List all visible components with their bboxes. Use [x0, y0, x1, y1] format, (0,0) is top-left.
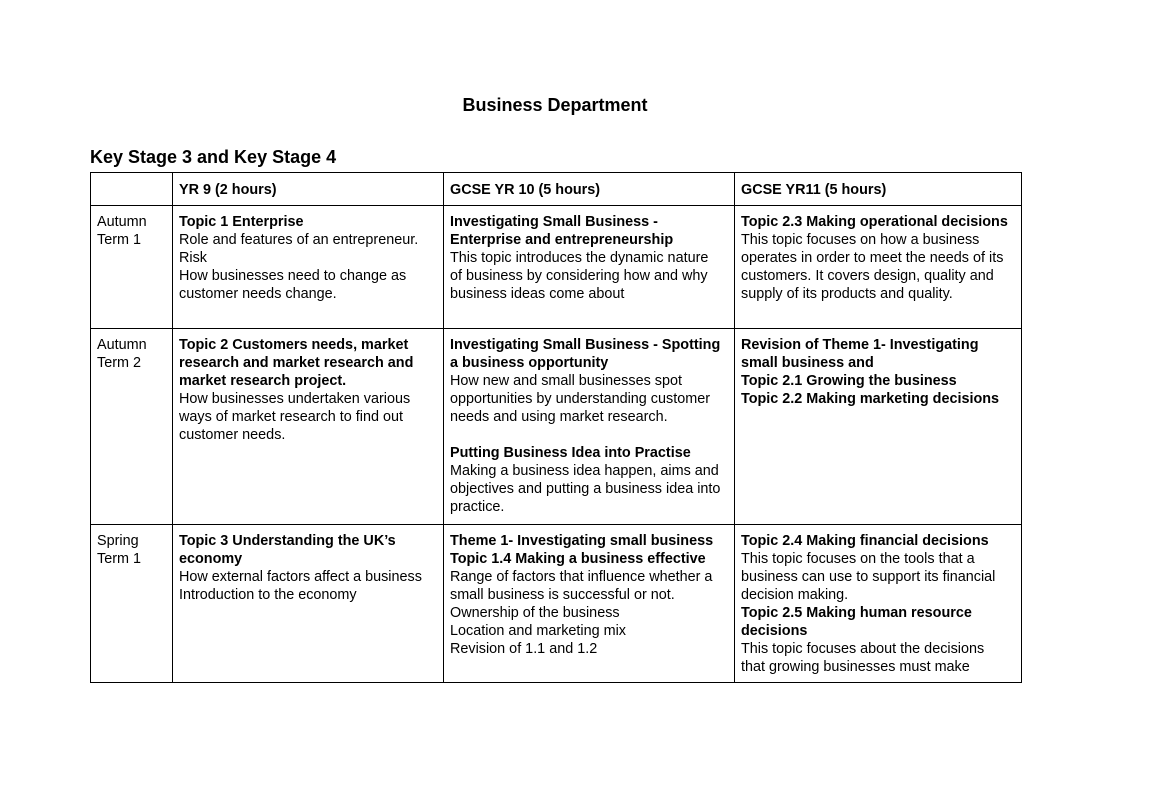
topic-description: that growing businesses must make [741, 659, 970, 675]
page-title: Business Department [462, 95, 648, 115]
topic-description: operates in order to meet the needs of its [741, 250, 1004, 266]
yr11-cell [735, 329, 1022, 525]
topic-heading: research and market research and [179, 355, 414, 371]
curriculum-table [90, 172, 1022, 683]
topic-description: This topic focuses on how a business [741, 232, 980, 248]
topic-description: of business by considering how and why [450, 268, 708, 284]
topic-heading: economy [179, 551, 243, 567]
topic-description: Location and marketing mix [450, 623, 626, 639]
topic-heading: Investigating Small Business - Spotting [450, 337, 721, 353]
term-cell [91, 329, 173, 525]
topic-heading: Topic 1.4 Making a business effective [450, 551, 706, 567]
yr9-cell [173, 525, 444, 683]
topic-heading: a business opportunity [450, 355, 609, 371]
topic-description: Introduction to the economy [179, 587, 357, 603]
topic-heading: small business and [741, 355, 874, 371]
topic-description: This topic introduces the dynamic nature [450, 250, 709, 266]
header-cell-yr9: YR 9 (2 hours) [173, 173, 444, 206]
section-heading: Key Stage 3 and Key Stage 4 [90, 147, 337, 167]
header-cell-term [91, 173, 173, 206]
yr11-cell [735, 206, 1022, 329]
header-cell-yr11: GCSE YR11 (5 hours) [735, 173, 1022, 206]
topic-heading: Putting Business Idea into Practise [450, 445, 691, 461]
topic-heading: Topic 2.2 Making marketing decisions [741, 391, 1000, 407]
table-row [91, 206, 1022, 329]
spacer [450, 426, 728, 444]
header-cell-yr10: GCSE YR 10 (5 hours) [444, 173, 735, 206]
yr10-cell [444, 329, 735, 525]
topic-heading: Enterprise and entrepreneurship [450, 232, 674, 248]
topic-description: customer needs. [179, 427, 286, 443]
term-label: Term 1 [97, 232, 141, 248]
topic-description: small business is successful or not. [450, 587, 675, 603]
topic-heading: Topic 2.4 Making financial decisions [741, 533, 989, 549]
table-row [91, 525, 1022, 683]
topic-description: How businesses undertaken various [179, 391, 411, 407]
topic-heading: Topic 1 Enterprise [179, 214, 304, 230]
term-label: Term 2 [97, 355, 141, 371]
topic-description: business ideas come about [450, 286, 625, 302]
yr10-cell [444, 206, 735, 329]
yr10-cell [444, 525, 735, 683]
topic-description: Risk [179, 250, 207, 266]
topic-description: business can use to support its financial [741, 569, 996, 585]
topic-heading: Theme 1- Investigating small business [450, 533, 714, 549]
topic-description: customer needs change. [179, 286, 337, 302]
term-cell [91, 525, 173, 683]
topic-heading: Topic 3 Understanding the UK’s [179, 533, 396, 549]
topic-description: This topic focuses on the tools that a [741, 551, 975, 567]
term-label: Autumn [97, 214, 147, 230]
topic-description: How businesses need to change as [179, 268, 407, 284]
topic-heading: Topic 2.1 Growing the business [741, 373, 957, 389]
topic-heading: decisions [741, 623, 808, 639]
topic-heading: Investigating Small Business - [450, 214, 658, 230]
topic-description: objectives and putting a business idea into [450, 481, 721, 497]
topic-description: How new and small businesses spot [450, 373, 682, 389]
topic-description: How external factors affect a business [179, 569, 422, 585]
yr9-cell [173, 329, 444, 525]
term-cell [91, 206, 173, 329]
topic-description: supply of its products and quality. [741, 286, 953, 302]
topic-description: Ownership of the business [450, 605, 620, 621]
topic-description: Revision of 1.1 and 1.2 [450, 641, 598, 657]
topic-heading: Revision of Theme 1- Investigating [741, 337, 979, 353]
term-label: Spring [97, 533, 139, 549]
table-row [91, 329, 1022, 525]
topic-description: This topic focuses about the decisions [741, 641, 985, 657]
yr11-cell [735, 525, 1022, 683]
yr9-cell [173, 206, 444, 329]
topic-description: Range of factors that influence whether a [450, 569, 713, 585]
topic-description: ways of market research to find out [179, 409, 403, 425]
topic-heading: Topic 2.3 Making operational decisions [741, 214, 1008, 230]
topic-description: opportunities by understanding customer [450, 391, 710, 407]
topic-description: decision making. [741, 587, 849, 603]
topic-heading: market research project. [179, 373, 347, 389]
term-label: Term 1 [97, 551, 141, 567]
table-header-row [91, 173, 1022, 206]
topic-heading: Topic 2 Customers needs, market [179, 337, 409, 353]
topic-description: practice. [450, 499, 505, 515]
topic-description: Role and features of an entrepreneur. [179, 232, 419, 248]
topic-heading: Topic 2.5 Making human resource [741, 605, 972, 621]
topic-description: needs and using market research. [450, 409, 668, 425]
topic-description: Making a business idea happen, aims and [450, 463, 719, 479]
topic-description: customers. It covers design, quality and [741, 268, 994, 284]
term-label: Autumn [97, 337, 147, 353]
